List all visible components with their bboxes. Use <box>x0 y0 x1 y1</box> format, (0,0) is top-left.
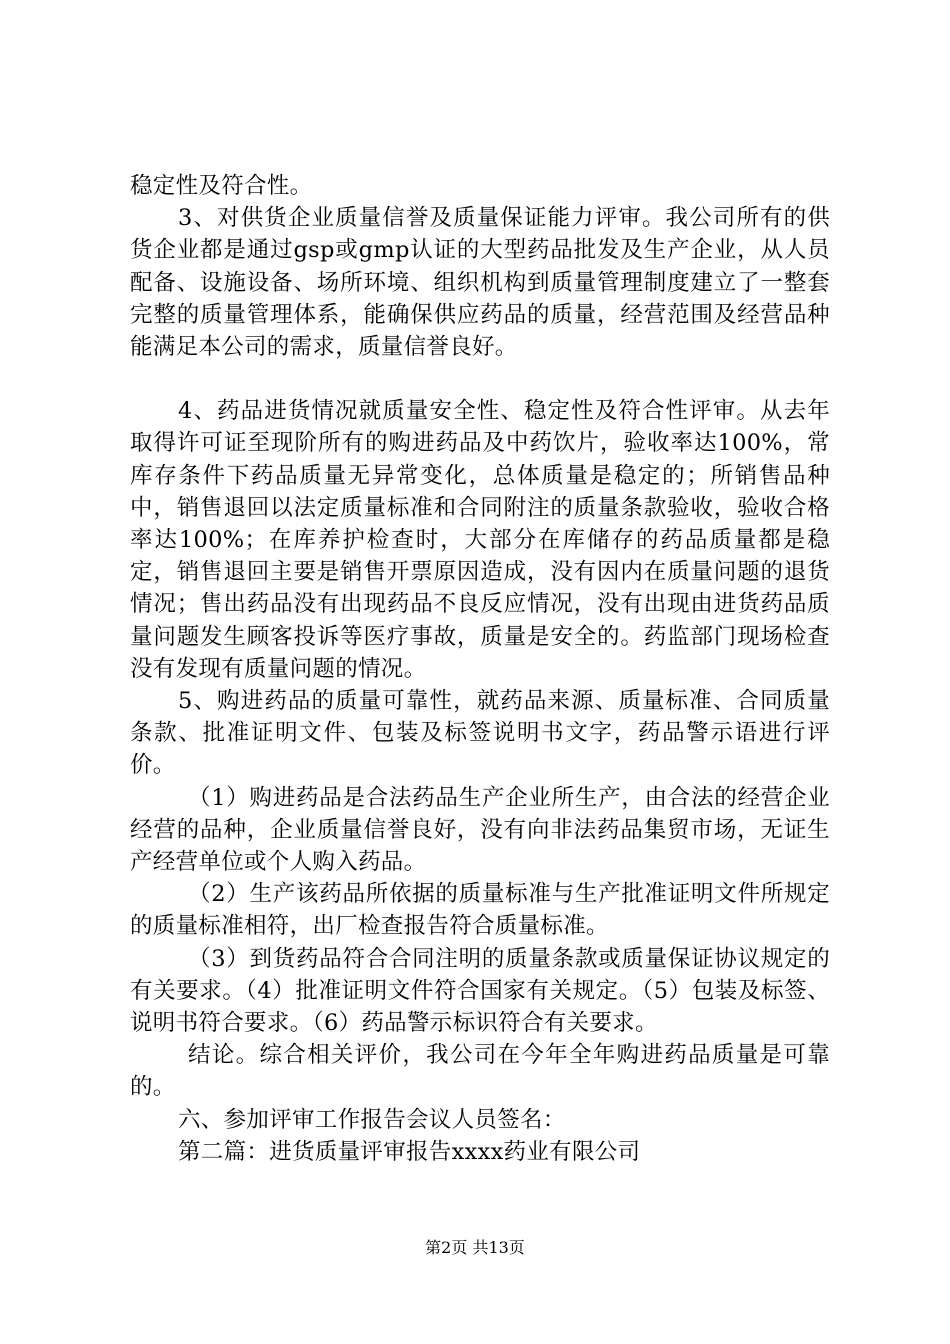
paragraph-conclusion: 结论。综合相关评价，我公司在今年全年购进药品质量是可靠的。 <box>130 1042 830 1101</box>
paragraph-item-1: （1）购进药品是合法药品生产企业所生产，由合法的经营企业经营的品种，企业质量信誉良好，没有向非法药品集贸市场，无证生产经营单位或个人购入药品。 <box>130 784 830 876</box>
paragraph-continuation: 稳定性及符合性。 <box>130 173 313 199</box>
paragraph-purchase-review: 4、药品进货情况就质量安全性、稳定性及符合性评审。从去年取得许可证至现阶所有的购进药品及中药饮片，验收率达100%，常库存条件下药品质量无异常变化，总体质量是稳定的；所销售品种中，销售退回以法定质量标准和合同附注的质量条款验收，验收合格率达100%；在库养护检查时，大部分在库储存的药品质量都是稳定，销售退回主要是销售开票原因造成，没有因内在质量问题的退货情况；售出药品没有出现药品不良反应情况，没有出现由进货药品质量问题发生顾客投诉等医疗事故，质量是安全的。药监部门现场检查没有发现有质量问题的情况。 <box>130 398 830 682</box>
paragraph-second-part-title: 第二篇：进货质量评审报告xxxx药业有限公司 <box>178 1138 641 1165</box>
paragraph-item-3: （3）到货药品符合合同注明的质量条款或质量保证协议规定的有关要求。（4）批准证明文件符合国家有关规定。（5）包装及标签、说明书符合要求。（6）药品警示标识符合有关要求。 <box>130 945 830 1037</box>
page-number-footer: 第2页 共13页 <box>425 1238 525 1257</box>
paragraph-signatures: 六、参加评审工作报告会议人员签名： <box>178 1106 566 1133</box>
paragraph-supplier-review: 3、对供货企业质量信誉及质量保证能力评审。我公司所有的供货企业都是通过gsp或gmp认证的大型药品批发及生产企业，从人员配备、设施设备、场所环境、组织机构到质量管理制度建立了一整套完整的质量管理体系，能确保供应药品的质量，经营范围及经营品种能满足本公司的需求，质量信誉良好。 <box>130 205 830 361</box>
paragraph-item-2: （2）生产该药品所依据的质量标准与生产批准证明文件所规定的质量标准相符，出厂检查报告符合质量标准。 <box>130 881 830 940</box>
document-body <box>130 170 830 1168</box>
paragraph-reliability: 5、购进药品的质量可靠性，就药品来源、质量标准、合同质量条款、批准证明文件、包装及标签说明书文字，药品警示语进行评价。 <box>130 688 830 779</box>
